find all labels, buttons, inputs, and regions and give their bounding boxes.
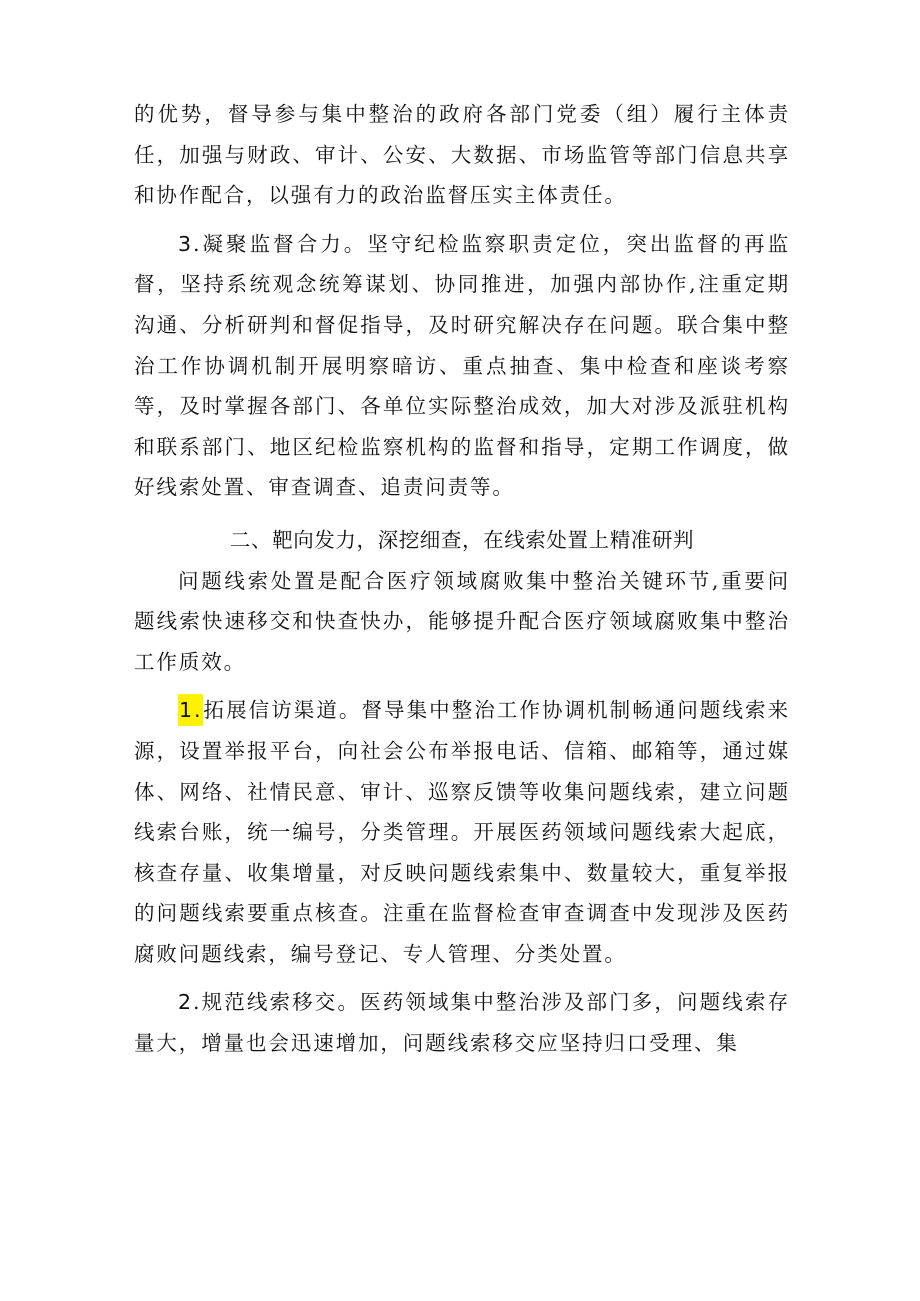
item-2-number: 2 (178, 990, 193, 1015)
item-1-number-highlighted: 1. (178, 694, 203, 726)
paragraph-item-2 (134, 982, 790, 1063)
paragraph-continuation: 的优势，督导参与集中整治的政府各部门党委（组）履行主体责任，加强与财政、审计、公安、大数据、市场监管等部门信息共享和协作配合，以强有力的政治监督压实主体责任。 (134, 102, 790, 208)
item-3-number: 3 (178, 231, 193, 256)
item-1-text: 拓展信访渠道。督导集中整治工作协调机制畅通问题线索来源，设置举报平台，向社会公布举报电话、信箱、邮箱等，通过媒体、网络、社情民意、审计、巡察反馈等收集问题线索，建立问题线索台账，统一编号，分类管理。开展医药领域问题线索大起底，核查存量、收集增量，对反映问题线索集中、数量较大，重复举报的问题线索要重点核查。注重在监督检查审查调查中发现涉及医药腐败问题线索，编号登记、专人管理、分类处置。 (134, 698, 790, 966)
document-body (134, 94, 790, 1064)
item-3-text: .凝聚监督合力。坚守纪检监察职责定位，突出监督的再监督，坚持系统观念统筹谋划、协同推进，加强内部协作,注重定期沟通、分析研判和督促指导，及时研究解决存在问题。联合集中整治工作协调机制开展明察暗访、重点抽查、集中检查和座谈考察等，及时掌握各部门、各单位实际整治成效，加大对涉及派驻机构和联系部门、地区纪检监察机构的监督和指导，定期工作调度，做好线索处置、审查调查、追责问责等。 (134, 231, 790, 500)
paragraph-item-3 (134, 224, 790, 508)
item-2-text: .规范线索移交。医药领域集中整治涉及部门多，问题线索存量大，增量也会迅速增加，问题线索移交应坚持归口受理、集 (134, 990, 790, 1056)
paragraph-section-intro: 问题线索处置是配合医疗领域腐败集中整治关键环节,重要问题线索快速移交和快查快办，能够提升配合医疗领域腐败集中整治工作质效。 (134, 568, 790, 674)
section-heading: 二、靶向发力，深挖细查，在线索处置上精准研判 (229, 527, 695, 552)
paragraph-item-1 (134, 690, 790, 974)
